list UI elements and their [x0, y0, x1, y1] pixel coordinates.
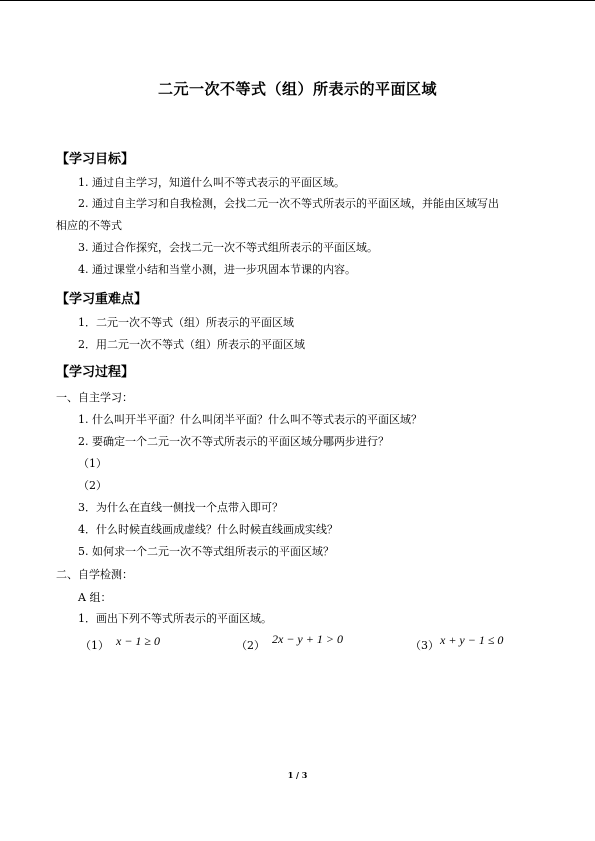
- key-point-2: 2．用二元一次不等式（组）所表示的平面区域: [78, 338, 305, 351]
- section-heading-key-points: 【学习重难点】: [56, 292, 148, 307]
- exercise-2-label: （2）: [236, 639, 265, 652]
- part2-title: 二、自学检测：: [56, 568, 133, 581]
- part1-title: 一、自主学习：: [56, 391, 133, 404]
- question-2-step-2: （2）: [78, 479, 107, 492]
- exercise-2-inequality: 2x − y + 1 > 0: [272, 632, 343, 646]
- goal-item-2-continued: 相应的不等式: [56, 219, 122, 232]
- section-heading-process: 【学习过程】: [56, 365, 135, 380]
- question-1: 1. 什么叫开半平面？什么叫闭半平面？什么叫不等式表示的平面区域？: [78, 413, 422, 426]
- question-2-step-1: （1）: [78, 457, 107, 470]
- exercise-instruction: 1．画出下列不等式所表示的平面区域。: [78, 612, 272, 625]
- group-a-label: A 组：: [78, 591, 112, 604]
- goal-item-3: 3. 通过合作探究，会找二元一次不等式组所表示的平面区域。: [78, 241, 378, 254]
- question-4: 4．什么时候直线画成虚线？什么时候直线画成实线？: [78, 523, 338, 536]
- key-point-1: 1．二元一次不等式（组）所表示的平面区域: [78, 316, 294, 329]
- goal-item-1: 1. 通过自主学习，知道什么叫不等式表示的平面区域。: [78, 176, 345, 189]
- exercise-3-label: （3）: [410, 639, 439, 652]
- goal-item-2: 2. 通过自主学习和自我检测，会找二元一次不等式所表示的平面区域，并能由区域写出: [78, 197, 499, 210]
- exercise-1-label: （1）: [80, 639, 109, 652]
- goal-item-4: 4. 通过课堂小结和当堂小测，进一步巩固本节课的内容。: [78, 263, 356, 276]
- question-5: 5. 如何求一个二元一次不等式组所表示的平面区域？: [78, 545, 334, 558]
- top-rule: [0, 0, 595, 1]
- page-title: 二元一次不等式（组）所表示的平面区域: [157, 80, 437, 98]
- section-heading-goals: 【学习目标】: [56, 152, 135, 167]
- exercise-1-inequality: x − 1 ≥ 0: [116, 634, 161, 648]
- question-2: 2. 要确定一个二元一次不等式所表示的平面区域分哪两步进行？: [78, 435, 389, 448]
- exercise-3-inequality: x + y − 1 ≤ 0: [440, 633, 504, 647]
- question-3: 3．为什么在直线一侧找一个点带入即可？: [78, 501, 283, 514]
- page-number: 1 / 3: [287, 770, 308, 780]
